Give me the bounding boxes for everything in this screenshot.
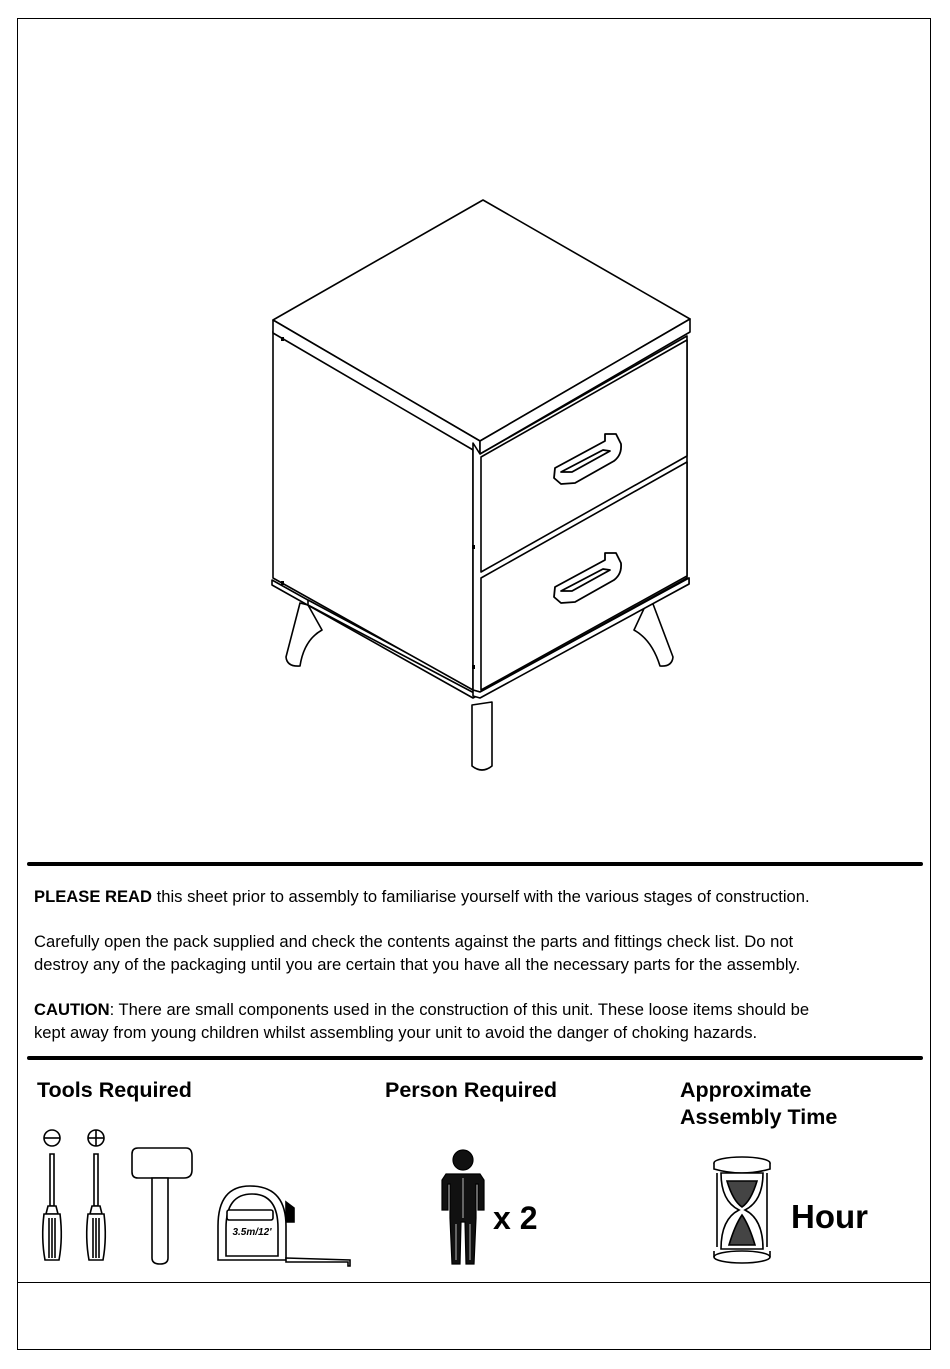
check-pack-paragraph — [34, 931, 914, 976]
flat-screwdriver-icon — [32, 1126, 72, 1266]
caution-text-1: : There are small components used in the construction of this unit. These loose items should be — [109, 1000, 810, 1019]
check-pack-line-2: destroy any of the packaging until you are certain that you have all the necessary parts for the assembly. — [34, 954, 801, 974]
please-read-label: PLEASE READ — [34, 887, 153, 906]
please-read-text: this sheet prior to assembly to familiarise yourself with the various stages of construction. — [152, 887, 810, 906]
caution-paragraph — [34, 999, 914, 1044]
person-count: x 2 — [493, 1200, 538, 1236]
phillips-screwdriver-icon — [76, 1126, 116, 1266]
caution-line-2: kept away from young children whilst assembling your unit to avoid the danger of choking hazards. — [34, 1022, 758, 1042]
check-pack-line-1: Carefully open the pack supplied and check the contents against the parts and fittings check list. Do not — [34, 932, 794, 951]
tape-measure-icon — [204, 1180, 354, 1270]
assembly-time-value: Hour — [791, 1198, 868, 1235]
please-read-paragraph — [34, 886, 914, 909]
caution-label: CAUTION — [34, 1000, 110, 1019]
person-icon — [438, 1148, 488, 1268]
persons-heading: Person Required — [385, 1078, 558, 1102]
assembly-time-heading-line-1: Approximate — [680, 1078, 812, 1102]
hammer-icon — [126, 1144, 196, 1269]
assembly-time-heading-line-2: Assembly Time — [680, 1105, 838, 1129]
assembly-time-heading — [680, 1077, 837, 1131]
footer-divider — [17, 1282, 931, 1283]
bottom-divider — [27, 1056, 923, 1060]
tools-heading: Tools Required — [37, 1078, 192, 1102]
top-divider — [27, 862, 923, 866]
tape-measure-label: 3.5m/12' — [232, 1227, 272, 1238]
hourglass-icon — [707, 1155, 777, 1265]
